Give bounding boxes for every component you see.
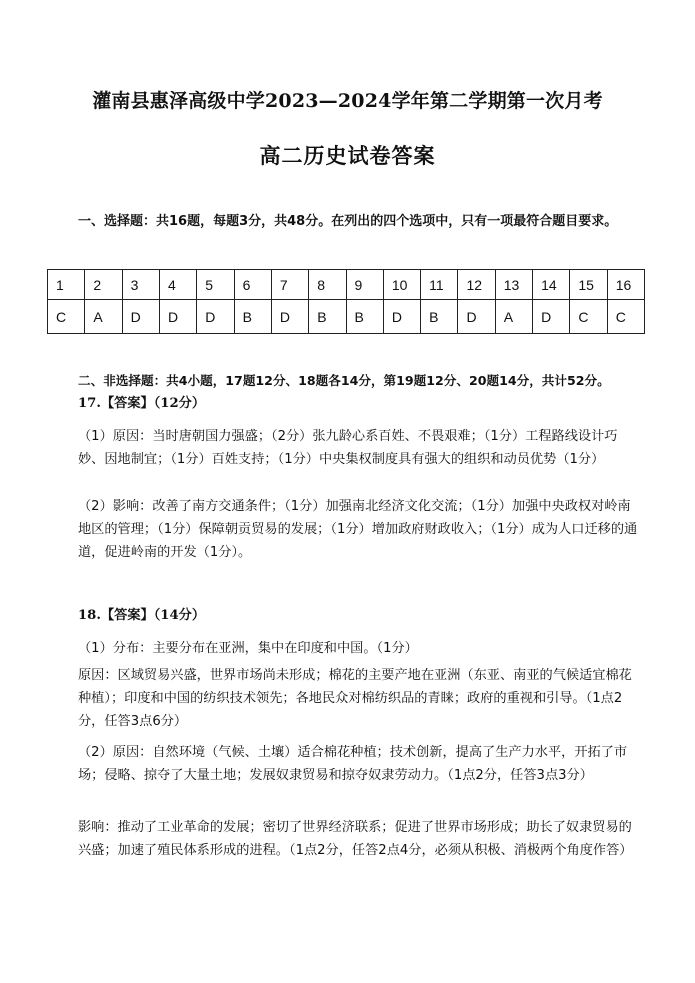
table-cell-number: 11 — [421, 270, 458, 300]
q17-part2: （2）影响：改善了南方交通条件；（1分）加强南北经济文化交流；（1分）加强中央政权对岭南地区的管理；（1分）保障朝贡贸易的发展；（1分）增加政府财政收入；（1分）成为人口迁移的通道，促进岭南的开发（1分）。 — [78, 499, 638, 560]
section1-heading: 一、选择题：共16题，每题3分，共48分。在列出的四个选项中，只有一项最符合题目要求。 — [78, 214, 618, 229]
table-cell-number: 9 — [346, 270, 383, 300]
table-cell-number: 13 — [495, 270, 532, 300]
table-cell-number: 12 — [458, 270, 495, 300]
exam-subtitle: 高二历史试卷答案 — [259, 143, 436, 168]
table-cell-number: 4 — [159, 270, 196, 300]
q18-part2-impact: 影响：推动了工业革命的发展；密切了世界经济联系；促进了世界市场形成；助长了奴隶贸易的兴盛；加速了殖民体系形成的进程。（1点2分，任答2点4分，必须从积极、消极两个角度作答） — [78, 820, 633, 858]
table-cell-number: 6 — [234, 270, 271, 300]
table-cell-number: 10 — [383, 270, 420, 300]
table-cell-answer: C — [48, 300, 85, 334]
table-cell-answer: A — [495, 300, 532, 334]
q18-part1: （1）分布：主要分布在亚洲，集中在印度和中国。（1分） — [78, 641, 418, 656]
table-cell-answer: C — [570, 300, 607, 334]
answer-row — [48, 300, 645, 334]
table-cell-answer: D — [159, 300, 196, 334]
table-cell-answer: B — [309, 300, 346, 334]
table-cell-answer: D — [122, 300, 159, 334]
table-cell-answer: D — [197, 300, 234, 334]
table-cell-number: 7 — [271, 270, 308, 300]
table-cell-number: 1 — [48, 270, 85, 300]
table-cell-answer: B — [346, 300, 383, 334]
table-cell-answer: D — [383, 300, 420, 334]
table-cell-answer: C — [607, 300, 644, 334]
table-cell-number: 3 — [122, 270, 159, 300]
q18-part1-reasons: 原因：区域贸易兴盛，世界市场尚未形成；棉花的主要产地在亚洲（东亚、南亚的气候适宜棉花种植）；印度和中国的纺织技术领先；各地民众对棉纺织品的青睐；政府的重视和引导。（1点2分，任答3点6分） — [78, 668, 632, 729]
q18-label: 18.【答案】（14分） — [78, 608, 206, 623]
table-cell-answer: B — [234, 300, 271, 334]
table-cell-answer: B — [421, 300, 458, 334]
table-cell-answer: D — [271, 300, 308, 334]
exam-title: 灌南县惠泽高级中学2023—2024学年第二学期第一次月考 — [92, 90, 603, 112]
table-cell-answer: A — [85, 300, 122, 334]
table-cell-answer: D — [458, 300, 495, 334]
q18-part2: （2）原因：自然环境（气候、土壤）适合棉花种植；技术创新，提高了生产力水平，开拓了市场；侵略、掠夺了大量土地；发展奴隶贸易和掠夺奴隶劳动力。（1点2分，任答3点3分） — [78, 745, 628, 783]
answer-table — [47, 269, 645, 334]
table-cell-number: 2 — [85, 270, 122, 300]
table-cell-number: 5 — [197, 270, 234, 300]
table-cell-number: 14 — [533, 270, 570, 300]
table-cell-number: 8 — [309, 270, 346, 300]
question-number-row — [48, 270, 645, 300]
table-cell-answer: D — [533, 300, 570, 334]
table-cell-number: 15 — [570, 270, 607, 300]
q17-label: 17.【答案】（12分） — [78, 396, 206, 411]
table-cell-number: 16 — [607, 270, 644, 300]
section2-heading: 二、非选择题：共4小题，17题12分、18题各14分，第19题12分、20题14分，共计52分。 — [78, 373, 610, 388]
q17-part1: （1）原因：当时唐朝国力强盛；（2分）张九龄心系百姓、不畏艰难；（1分）工程路线设计巧妙、因地制宜；（1分）百姓支持；（1分）中央集权制度具有强大的组织和动员优势（1分） — [78, 429, 618, 467]
